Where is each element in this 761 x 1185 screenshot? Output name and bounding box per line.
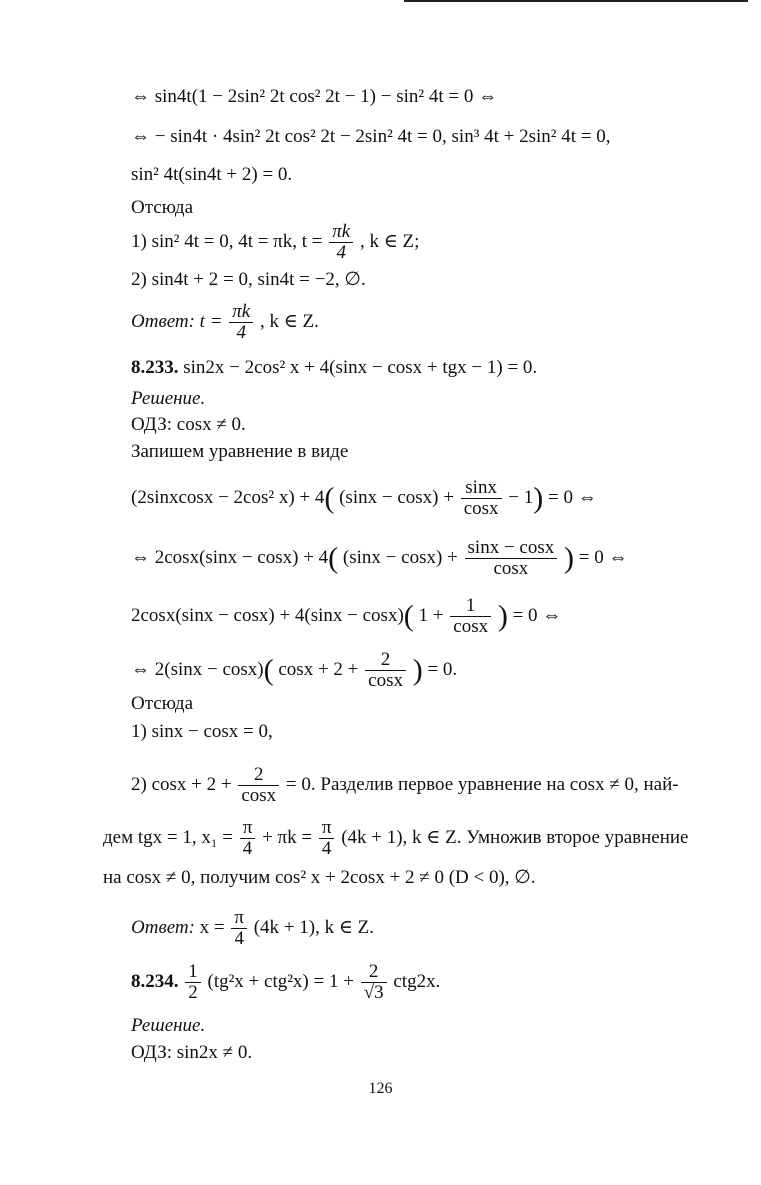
fraction-1-over-2: $\frac{1}{2}$ [185, 962, 201, 1003]
fraction-1-over-cosx: $\frac{1}{\cos x}$ [450, 596, 491, 637]
solution-heading-2: Решение. [131, 1015, 206, 1036]
case-1-line: 1) sin² 4t = 0, 4t = πk, t = $\frac{\pi k}{4}$ , k ∈ Z; [131, 221, 420, 263]
fraction-2-over-cosx-b: $\frac{2}{\cos x}$ [238, 765, 279, 806]
text-hence-1: Отсюда [131, 197, 194, 218]
answer-1-line: Ответ: t = $\frac{\pi k}{4}$ , k ∈ Z. [131, 301, 319, 343]
problem-8-233: 8.233. sin2x − 2cos² x + 4(sinx − cosx + tgx − 1) = 0. [131, 357, 538, 378]
fraction-diff-over-cosx: $\frac{\sin x - \cos x}{\cos x}$ [465, 538, 558, 579]
text-write-equation: Запишем уравнение в виде [131, 441, 349, 462]
fraction-sinx-over-cosx: $\frac{\sin x}{\cos x}$ [461, 478, 502, 519]
case-2-second: 2) cosx + 2 + $\frac{2}{\cos x}$ = 0. Разделив первое уравнение на cosx ≠ 0, най- [131, 764, 679, 806]
equation-b: ⇔ 2cosx(sinx − cosx) + 4( (sinx − cosx) + $\frac{\sin x - \cos x}{\cos x}$ ) = 0 ⇔ [131, 537, 628, 579]
fraction-pik-over-4: $\frac{\pi k}{4}$ [329, 222, 353, 263]
header-rule [404, 0, 748, 2]
answer-1-fraction: $\frac{\pi k}{4}$ [229, 302, 253, 343]
text-hence-2: Отсюда [131, 693, 194, 714]
tgx-solution-line: дем tgx = 1, x₁ = $\frac{\pi}{4}$ + πk = $\frac{\pi}{4}$ (4k + 1), k ∈ Z. Умножив второе уравнение [103, 817, 689, 859]
problem-8-234: 8.234. $\frac{1}{2}$ (tg²x + ctg²x) = 1 + $\frac{2}{√3}$ ctg2x. [131, 961, 441, 1003]
fraction-2-over-cosx: $\frac{2}{\cos x}$ [365, 650, 406, 691]
equation-d: ⇔ 2(sinx − cosx)( cosx + 2 + $\frac{2}{\cos x}$ ) = 0. [131, 649, 458, 691]
equation-line-2: ⇔ − sin4t · 4sin² 2t cos² 2t − 2sin² 4t = 0, sin³ 4t + 2sin² 4t = 0, [131, 126, 611, 147]
equation-a: (2sinxcosx − 2cos² x) + 4( (sinx − cosx) + $\frac{\sin x}{\cos x}$ − 1) = 0 ⇔ [131, 477, 597, 519]
fraction-pi-over-4-b: $\frac{\pi}{4}$ [319, 818, 335, 859]
answer-2-fraction: $\frac{\pi}{4}$ [231, 908, 247, 949]
fraction-2-over-sqrt3: $\frac{2}{√3}$ [361, 962, 387, 1003]
domain-condition-2: ОДЗ: sin2x ≠ 0. [131, 1042, 253, 1063]
answer-2-line: Ответ: x = $\frac{\pi}{4}$ (4k + 1), k ∈ Z. [131, 907, 375, 949]
equation-line-1: ⇔ sin4t(1 − 2sin² 2t cos² 2t − 1) − sin² 4t = 0 ⇔ [131, 86, 498, 107]
equation-line-3: sin² 4t(sin4t + 2) = 0. [131, 164, 293, 185]
case-1-second: 1) sinx − cosx = 0, [131, 721, 273, 742]
case-2-line: 2) sin4t + 2 = 0, sin4t = −2, ∅. [131, 269, 366, 290]
cosx-condition-line: на cosx ≠ 0, получим cos² x + 2cosx + 2 ≠ 0 (D < 0), ∅. [103, 867, 536, 888]
solution-heading-1: Решение. [131, 388, 206, 409]
domain-condition-1: ОДЗ: cosx ≠ 0. [131, 414, 246, 435]
fraction-pi-over-4-a: $\frac{\pi}{4}$ [240, 818, 256, 859]
equation-c: 2cosx(sinx − cosx) + 4(sinx − cosx)( 1 + $\frac{1}{\cos x}$ ) = 0 ⇔ [131, 595, 562, 637]
page-number: 126 [368, 1080, 393, 1097]
